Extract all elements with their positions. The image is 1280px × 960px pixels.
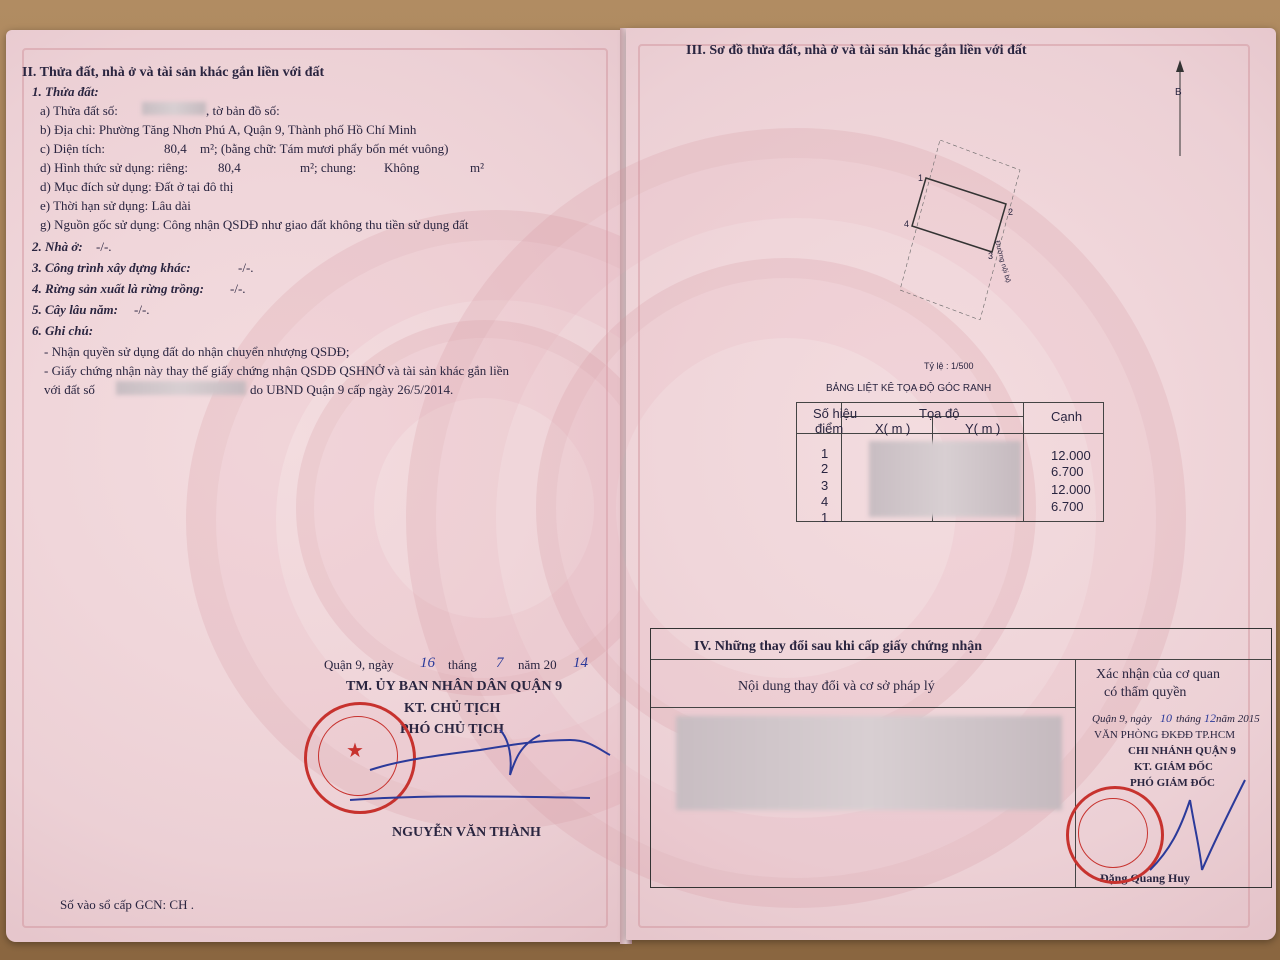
forest-value: -/-. [230,281,246,296]
usage-common-value: Không [384,160,420,175]
note-line-3a: với đất số [44,382,95,397]
signing-on-behalf: KT. CHỦ TỊCH [404,701,501,716]
house-value: -/-. [96,239,112,254]
usage-origin: g) Nguồn gốc sử dụng: Công nhận QSDĐ như giao đất không thu tiền sử dụng đất [40,217,469,232]
usage-private-value: 80,4 [218,160,241,175]
note-line-1: - Nhận quyền sử dụng đất do nhận chuyển nhượng QSDĐ; [44,344,350,359]
confirm-year: năm 2015 [1216,713,1260,725]
signer-name: NGUYỄN VĂN THÀNH [392,825,541,840]
signature-right [1140,770,1260,890]
area-label: c) Diện tích: [40,141,105,156]
signing-title: PHÓ CHỦ TỊCH [400,722,504,737]
table-row-point: 3 [821,478,829,493]
col-point-header-2: điểm [815,421,844,436]
north-label: B [1175,87,1182,98]
confirm-date-prefix: Quận 9, ngày [1092,713,1152,725]
issue-month-label: tháng [448,657,477,672]
confirm-day: 10 [1160,711,1172,725]
area-value: 80,4 [164,141,187,156]
redacted-coordinates [869,441,1021,517]
table-row-point: 1 [821,510,829,525]
signing-authority: TM. ỦY BAN NHÂN DÂN QUẬN 9 [346,679,563,694]
usage-common-unit: m² [470,160,485,175]
map-sheet: , tờ bản đồ số: [206,103,280,118]
star-icon: ★ [346,740,364,762]
issue-year-label: năm 20 [518,657,557,672]
usage-form-label: d) Hình thức sử dụng: riêng: [40,160,189,175]
table-row-edge: 12.000 [1051,482,1091,497]
point-4-label: 4 [904,219,910,229]
confirm-title: PHÓ GIÁM ĐỐC [1130,777,1215,789]
coordinate-table [796,402,1104,525]
col-y-header: Y( m ) [965,421,1001,436]
section-4-heading: IV. Những thay đổi sau khi cấp giấy chứng nhận [694,639,983,654]
table-row-edge: 6.700 [1051,499,1084,514]
area-words: m²; (bằng chữ: Tám mươi phẩy bốn mét vuông) [200,141,449,156]
map-scale: Tỷ lệ : 1/500 [924,361,974,371]
table-row-edge: 12.000 [1051,448,1091,463]
other-works-value: -/-. [238,260,254,275]
changes-column-header: Nội dung thay đổi và cơ sở pháp lý [738,679,935,694]
coord-table-title: BẢNG LIỆT KÊ TỌA ĐỘ GÓC RANH [826,383,992,394]
usage-purpose: d) Mục đích sử dụng: Đất ở tại đô thị [40,179,234,194]
issue-month: 7 [496,655,504,671]
confirm-month-label: tháng [1176,713,1202,725]
redacted-change-content [676,716,1062,810]
north-arrow-icon [1170,60,1190,160]
plot-number: a) Thửa đất số: [40,103,118,118]
register-number: Số vào sổ cấp GCN: CH . [60,897,194,912]
col-coord-header: Tọa độ [919,406,960,421]
other-works-label: 3. Công trình xây dựng khác: [32,260,191,275]
col-point-header: Số hiệu [813,406,858,421]
issue-date-prefix: Quận 9, ngày [324,657,394,672]
table-row-point: 1 [821,446,829,461]
note-line-3b: do UBND Quận 9 cấp ngày 26/5/2014. [250,382,454,397]
forest-label: 4. Rừng sản xuất là rừng trồng: [32,281,204,296]
point-3-label: 3 [988,251,994,261]
col-edge-header: Cạnh [1051,409,1083,424]
confirm-column-header-1: Xác nhận của cơ quan [1096,667,1221,682]
confirm-office: VĂN PHÒNG ĐKĐĐ TP.HCM [1094,729,1235,741]
house-label: 2. Nhà ở: [32,239,83,254]
redacted-certificate-number [116,381,246,395]
land-plot-label: 1. Thửa đất: [32,84,99,99]
point-2-label: 2 [1008,207,1014,217]
section-3-heading: III. Sơ đồ thửa đất, nhà ở và tài sản khác gắn liền với đất [686,43,1027,58]
usage-term: e) Thời hạn sử dụng: Lâu dài [40,198,191,213]
confirm-signer: Đặng Quang Huy [1100,871,1191,885]
confirm-on-behalf: KT. GIÁM ĐỐC [1134,761,1213,773]
issue-year: 14 [573,655,588,671]
perennial-value: -/-. [134,302,150,317]
table-row-point: 4 [821,494,829,509]
usage-common-label: m²; chung: [300,160,357,175]
confirm-month: 12 [1204,711,1216,725]
perennial-label: 5. Cây lâu năm: [32,302,118,317]
plot-diagram [900,140,1040,320]
note-line-2: - Giấy chứng nhận này thay thế giấy chứng nhận QSDĐ QSHNỞ và tài sản khác gắn liền [44,363,510,378]
seal-inner-ring [1078,798,1148,868]
notes-label: 6. Ghi chú: [32,323,94,338]
table-row-point: 2 [821,461,829,476]
confirm-branch: CHI NHÁNH QUẬN 9 [1128,745,1236,757]
address: b) Địa chỉ: Phường Tăng Nhơn Phú A, Quận 9, Thành phố Hồ Chí Minh [40,122,417,137]
signature-left [340,700,680,820]
redacted-plot-number [142,102,206,115]
section-2-heading: II. Thửa đất, nhà ở và tài sản khác gắn liền với đất [22,65,325,80]
table-row-edge: 6.700 [1051,464,1084,479]
col-x-header: X( m ) [875,421,911,436]
road-label: Đường nội bộ [993,240,1012,284]
issue-day: 16 [420,655,435,671]
point-1-label: 1 [918,173,924,183]
confirm-column-header-2: có thẩm quyền [1104,685,1187,700]
